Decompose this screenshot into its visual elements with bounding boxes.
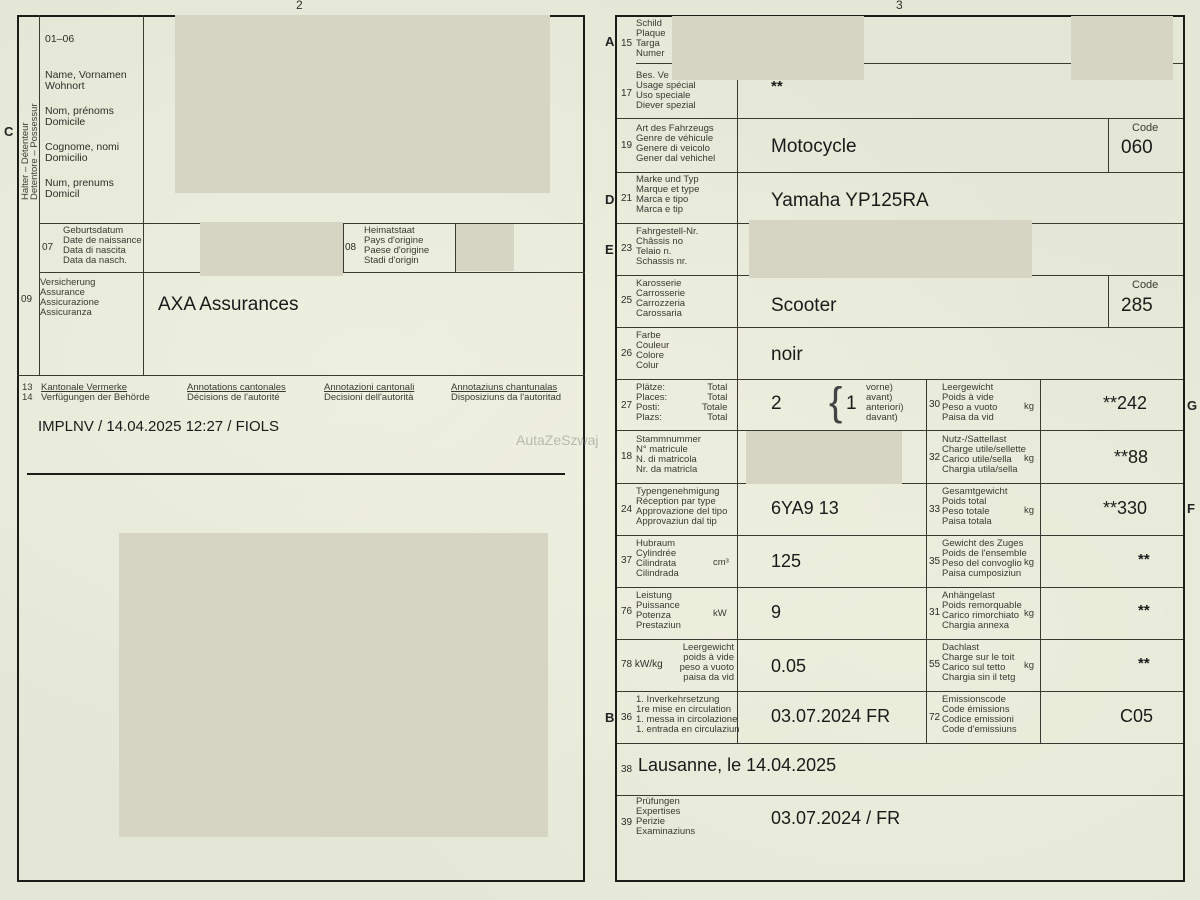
field-13-14-rm: Annotaziuns chantunalas Disposiziuns da l'autoritad — [451, 382, 562, 403]
field-08-num: 08 — [345, 242, 357, 253]
emission-code-value: C05 — [1120, 706, 1154, 726]
row55-unit: kg — [1024, 660, 1035, 671]
row27-label: Plätze: Places: Posti: Plazs: — [636, 382, 668, 423]
holder-vertical-label-1: Halter – Détenteur — [20, 122, 31, 200]
row21-num: 21 — [621, 193, 633, 204]
row15-label: Schild Plaque Targa Numer — [636, 18, 666, 59]
row27-num: 27 — [621, 400, 633, 411]
row55-num: 55 — [929, 659, 941, 670]
letter-d: D — [605, 192, 615, 207]
field-13-14-it: Annotazioni cantonali Decisioni dell'autorità — [324, 382, 415, 403]
row19-label: Art des Fahrzeugs Genre de véhicule Genere di veicolo Gener dal vehichel — [636, 123, 716, 164]
field-09-num: 09 — [21, 294, 33, 305]
letter-b: B — [605, 710, 615, 725]
power-weight-ratio-value: 0.05 — [771, 656, 807, 676]
body-type-code: 285 — [1121, 295, 1153, 316]
row32-label: Nutz-/Sattellast Charge utile/sellette Carico utile/sella Chargia utila/sella — [942, 434, 1026, 475]
row30-label: Leergewicht Poids à vide Peso a vuoto Paisa da vid — [942, 382, 998, 423]
row15-num: 15 — [621, 38, 633, 49]
row25-label: Karosserie Carrosserie Carrozzeria Carossaria — [636, 278, 686, 319]
row33-num: 33 — [929, 504, 941, 515]
row30-unit: kg — [1024, 401, 1035, 412]
row33-unit: kg — [1024, 505, 1035, 516]
row25-code-label: Code — [1132, 279, 1159, 291]
row21-label: Marke und Typ Marque et type Marca e tipo Marca e tip — [636, 174, 700, 215]
label-name-rm: Num, prenums Domicil — [45, 177, 114, 200]
vehicle-type-code: 060 — [1121, 137, 1153, 158]
issue-place-date-value: Lausanne, le 14.04.2025 — [638, 755, 837, 775]
redacted-holder-name — [175, 15, 550, 193]
field-08-label: Heimatstaat Pays d'origine Paese d'origine Stadi d'origin — [364, 225, 430, 266]
vehicle-type-value: Motocycle — [771, 136, 857, 157]
row32-unit: kg — [1024, 453, 1035, 464]
field-09-label: Versicherung Assurance Assicurazione Assicuranza — [40, 277, 100, 318]
inspection-value: 03.07.2024 / FR — [771, 808, 901, 828]
brace-icon: { — [829, 380, 843, 424]
field-13-14-nums: 13 14 — [22, 382, 33, 403]
row31-unit: kg — [1024, 608, 1035, 619]
letter-e: E — [605, 242, 614, 257]
make-model-value: Yamaha YP125RA — [771, 190, 929, 211]
page-mark-left: 2 — [296, 0, 303, 12]
row38-num: 38 — [621, 764, 633, 775]
empty-weight-value: **242 — [1103, 393, 1148, 413]
letter-g: G — [1187, 398, 1198, 413]
type-approval-value: 6YA9 13 — [771, 498, 839, 518]
row27-total-label: Total Total Totale Total — [702, 382, 728, 423]
redacted-chassis — [749, 220, 1032, 278]
row24-label: Typengenehmigung Réception par type Approvazione del tipo Approvaziun dal tip — [636, 486, 728, 527]
cantonal-annotation-value: IMPLNV / 14.04.2025 12:27 / FIOLS — [38, 418, 279, 435]
row26-label: Farbe Couleur Colore Colur — [636, 330, 670, 371]
letter-f: F — [1187, 501, 1195, 516]
insurance-value: AXA Assurances — [158, 294, 299, 315]
label-name-fr: Nom, prénoms Domicile — [45, 105, 114, 128]
row35-num: 35 — [929, 556, 941, 567]
row39-label: Prüfungen Expertises Perizie Examinaziuns — [636, 796, 696, 837]
row26-num: 26 — [621, 348, 633, 359]
row19-code-label: Code — [1132, 122, 1159, 134]
first-registration-value: 03.07.2024 FR — [771, 706, 891, 726]
row76-unit: kW — [713, 608, 727, 619]
row27-front-label: vorne) avant) anteriori) davant) — [866, 382, 904, 423]
letter-a: A — [605, 34, 615, 49]
row37-num: 37 — [621, 555, 633, 566]
row33-label: Gesamtgewicht Poids total Peso totale Paisa totala — [942, 486, 1008, 527]
row36-num: 36 — [621, 712, 633, 723]
displacement-value: 125 — [771, 551, 802, 571]
row18-label: Stammnummer N° matricule N. di matricola Nr. da matricla — [636, 434, 701, 475]
row24-num: 24 — [621, 504, 633, 515]
page-mark-right: 3 — [896, 0, 903, 12]
row30-num: 30 — [929, 399, 941, 410]
row31-num: 31 — [929, 607, 941, 618]
row25-num: 25 — [621, 295, 633, 306]
row76-label: Leistung Puissance Potenza Prestaziun — [636, 590, 681, 631]
redacted-registry-number — [746, 431, 902, 484]
field-07-num: 07 — [42, 242, 54, 253]
field-07-label: Geburtsdatum Date de naissance Data di nascita Data da nasch. — [63, 225, 142, 266]
total-weight-value: **330 — [1103, 498, 1148, 518]
row23-label: Fahrgestell-Nr. Châssis no Telaio n. Schassis nr. — [636, 226, 699, 267]
side-letter-c: C — [4, 124, 14, 139]
field-13-14-de: Kantonale Vermerke Verfügungen der Behörde — [41, 382, 150, 403]
row17-value: ** — [771, 78, 783, 95]
field-13-14-fr: Annotations cantonales Décisions de l'autorité — [187, 382, 286, 403]
row36-label: 1. Inverkehrsetzung 1re mise en circulation 1. messa in circolazione 1. entrada en circulaziun — [636, 694, 740, 735]
row17-label: Bes. Ve Usage spécial Uso speciale Diever spezial — [636, 70, 696, 111]
body-type-value: Scooter — [771, 295, 837, 316]
holder-vertical-label-2: Detentore – Possessur — [29, 103, 40, 200]
label-name-it: Cognome, nomi Domicilio — [45, 141, 120, 164]
row19-num: 19 — [621, 140, 633, 151]
row23-num: 23 — [621, 243, 633, 254]
row72-label: Emissionscode Code émissions Codice emissioni Code d'emissiuns — [942, 694, 1017, 735]
roof-load-value: ** — [1138, 655, 1150, 672]
row78-label: Leergewicht poids à vide peso a vuoto paisa da vid — [679, 642, 734, 683]
row72-num: 72 — [929, 712, 941, 723]
row37-label: Hubraum Cylindrée Cilindrata Cilindrada — [636, 538, 679, 579]
redacted-plate — [672, 16, 864, 80]
row32-num: 32 — [929, 452, 941, 463]
row76-num: 76 — [621, 606, 633, 617]
watermark-text: AutaZeSzwaj — [516, 432, 599, 448]
row18-num: 18 — [621, 451, 633, 462]
redacted-plate-2 — [1071, 16, 1173, 80]
train-weight-value: ** — [1138, 551, 1150, 568]
row55-label: Dachlast Charge sur le toit Carico sul tetto Chargia sin il tetg — [942, 642, 1016, 683]
label-name-de: Name, Vornamen Wohnort — [45, 69, 127, 92]
row37-unit: cm³ — [713, 557, 729, 568]
power-value: 9 — [771, 602, 782, 622]
row17-num: 17 — [621, 88, 633, 99]
redacted-origin — [456, 224, 514, 271]
row35-unit: kg — [1024, 557, 1035, 568]
field-01-06-num: 01–06 — [45, 33, 75, 45]
seats-total-value: 2 — [771, 393, 782, 414]
row35-label: Gewicht des Zuges Poids de l'ensemble Peso del convoglio Paisa cumposiziun — [942, 538, 1027, 579]
row78-num-unit: 78 kW/kg — [621, 659, 663, 670]
row31-label: Anhängelast Poids remorquable Carico rimorchiato Chargia annexa — [942, 590, 1022, 631]
redacted-birthdate — [200, 222, 343, 276]
seats-front-value: 1 — [846, 393, 857, 414]
redacted-annotations — [119, 533, 548, 837]
towing-weight-value: ** — [1138, 602, 1150, 619]
row39-num: 39 — [621, 817, 633, 828]
payload-value: **88 — [1114, 447, 1149, 467]
color-value: noir — [771, 344, 803, 365]
